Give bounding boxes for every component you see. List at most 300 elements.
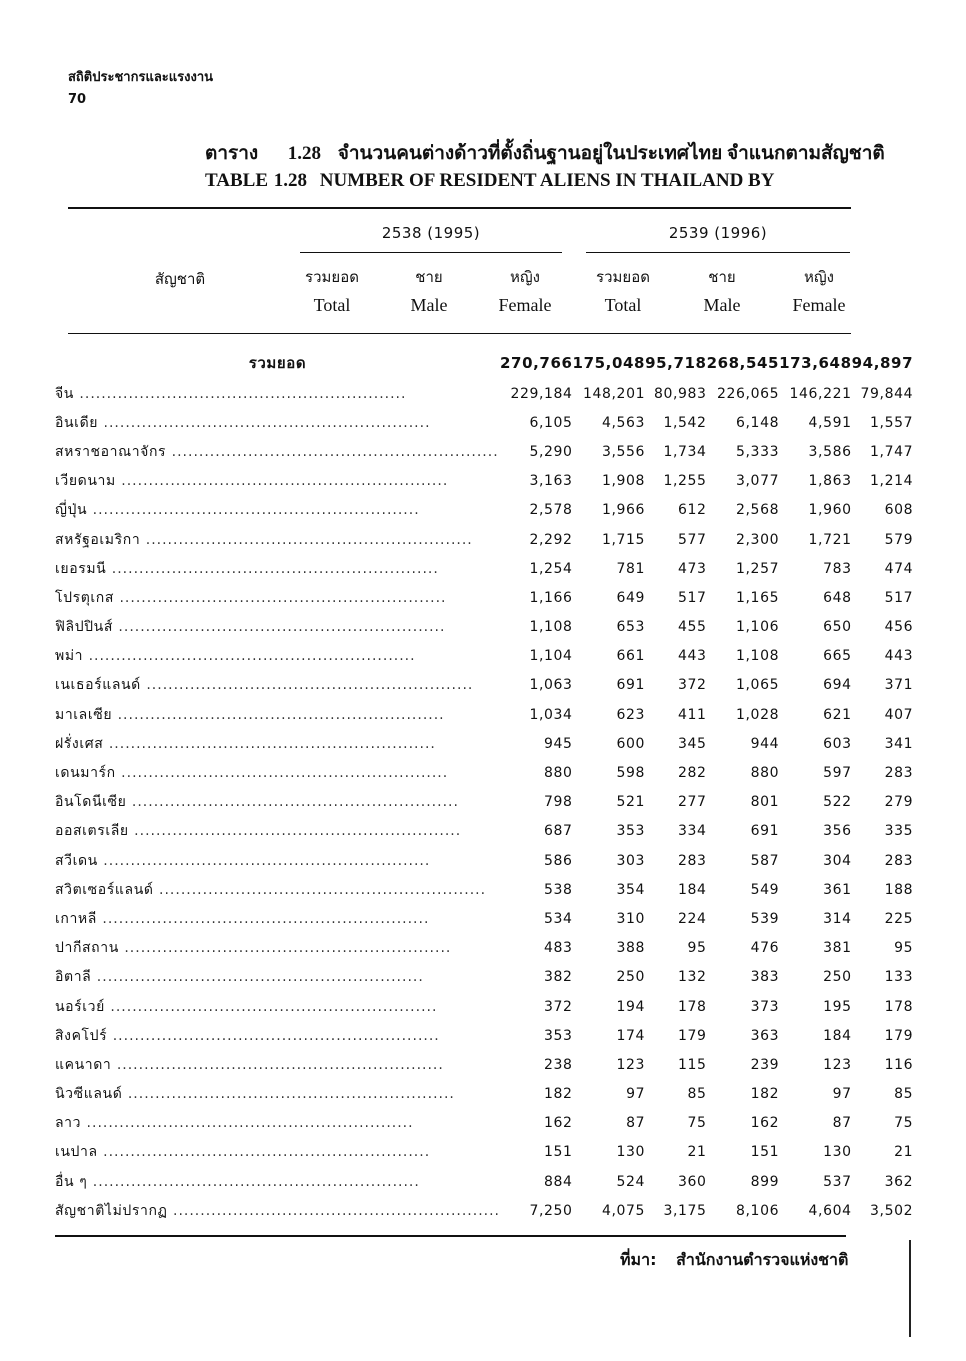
value-cell: 80,983 — [653, 385, 707, 402]
col-header-th: หญิง — [804, 268, 834, 286]
nationality-cell — [55, 583, 500, 612]
value-cell: 85 — [894, 1086, 914, 1103]
leader-dots: ............................................................ — [112, 619, 446, 636]
value-cell: 381 — [823, 940, 852, 957]
value-cell: 146,221 — [789, 385, 852, 402]
value-cell: 1,254 — [529, 560, 573, 577]
value-cell: 524 — [616, 1173, 646, 1190]
value-cell: 539 — [750, 910, 780, 927]
value-cell: 178 — [678, 998, 707, 1015]
table-row — [55, 846, 913, 875]
leader-dots: ............................................................ — [104, 998, 438, 1015]
leader-dots: ............................................................ — [167, 1202, 501, 1219]
leader-dots: ............................................................ — [153, 881, 487, 898]
value-cell: 382 — [544, 969, 573, 986]
value-cell: 372 — [544, 998, 573, 1015]
col-header-en: Male — [703, 295, 741, 315]
margin-line — [909, 1240, 911, 1337]
value-cell: 1,028 — [736, 706, 780, 723]
nationality-cell — [55, 1109, 500, 1138]
value-cell: 1,106 — [736, 619, 780, 636]
source-note — [620, 1248, 848, 1273]
value-cell: 691 — [616, 677, 646, 694]
value-cell: 1,255 — [663, 473, 707, 490]
table-row — [55, 437, 913, 466]
leader-dots: ............................................................ — [91, 969, 424, 986]
nationality-cell — [55, 642, 500, 671]
leader-dots: ............................................................ — [97, 1144, 431, 1161]
total-row — [55, 347, 913, 379]
value-cell: 79,844 — [860, 385, 914, 402]
value-cell: 304 — [823, 852, 852, 869]
value-cell: 538 — [544, 881, 573, 898]
nationality-cell — [55, 1196, 500, 1225]
leader-dots: ............................................................ — [106, 560, 439, 577]
nationality-cell — [55, 1050, 500, 1079]
nationality-cell — [55, 1167, 500, 1196]
value-cell: 283 — [884, 852, 914, 869]
nationality-cell — [55, 437, 500, 466]
nationality-cell — [55, 729, 500, 758]
value-cell: 283 — [884, 765, 914, 782]
nationality-cell — [55, 554, 500, 583]
table-row — [55, 554, 913, 583]
value-cell: 1,165 — [736, 589, 780, 606]
value-cell: 880 — [750, 765, 780, 782]
value-cell: 1,960 — [808, 502, 852, 519]
value-cell: 1,715 — [601, 531, 646, 548]
value-cell: 649 — [616, 589, 646, 606]
aliens-table — [55, 347, 913, 1225]
table-bottom-rule — [55, 1235, 846, 1237]
table-row — [55, 963, 913, 992]
nationality-cell — [55, 613, 500, 642]
nationality-name: จีน — [55, 385, 74, 402]
title-thai-text: จำนวนคนต่างด้าวที่ตั้งถิ่นฐานอยู่ในประเทศไทย จำแนกตามสัญชาติ — [337, 143, 885, 164]
value-cell: 194 — [616, 998, 646, 1015]
value-cell: 184 — [678, 881, 707, 898]
nationality-name: เดนมาร์ก — [55, 765, 116, 782]
table-row — [55, 379, 913, 408]
title-thai-label: ตาราง — [205, 143, 259, 164]
leader-dots: ............................................................ — [96, 910, 430, 927]
value-cell: 356 — [823, 823, 852, 840]
year-header-1996: 2539 (1996) — [668, 224, 768, 242]
col-header-total-1996 — [580, 265, 666, 316]
col-header-en: Male — [410, 295, 448, 315]
value-cell: 188 — [884, 881, 914, 898]
value-cell: 130 — [616, 1144, 646, 1161]
value-cell: 3,586 — [808, 443, 852, 460]
col-header-th: ชาย — [708, 268, 736, 286]
value-cell: 123 — [823, 1056, 852, 1073]
value-cell: 537 — [823, 1173, 852, 1190]
value-cell: 130 — [823, 1144, 852, 1161]
nationality-name: ลาว — [55, 1115, 82, 1132]
col-header-en: Total — [604, 295, 642, 315]
table-row — [55, 1050, 913, 1079]
running-header: สถิติประชากรและแรงงาน — [68, 70, 214, 85]
value-cell: 95,718 — [645, 354, 707, 372]
table-row — [55, 729, 913, 758]
value-cell: 600 — [616, 735, 646, 752]
nationality-cell — [55, 1021, 500, 1050]
value-cell: 3,077 — [736, 473, 780, 490]
value-cell: 148,201 — [582, 385, 646, 402]
nationality-name: นอร์เวย์ — [55, 998, 105, 1015]
value-cell: 132 — [678, 969, 707, 986]
value-cell: 5,290 — [529, 443, 573, 460]
table-top-rule — [68, 207, 851, 209]
leader-dots: ............................................................ — [103, 735, 436, 752]
leader-dots: ............................................................ — [112, 706, 445, 723]
table-row — [55, 1080, 913, 1109]
value-cell: 87 — [832, 1115, 852, 1132]
header-bottom-rule — [68, 333, 851, 334]
value-cell: 1,863 — [808, 473, 852, 490]
col-header-th: ชาย — [415, 268, 443, 286]
value-cell: 694 — [823, 677, 852, 694]
value-cell: 279 — [884, 794, 914, 811]
table-row — [55, 642, 913, 671]
value-cell: 4,591 — [808, 414, 852, 431]
value-cell: 623 — [616, 706, 646, 723]
nationality-name: พม่า — [55, 648, 84, 665]
value-cell: 239 — [750, 1056, 780, 1073]
col-header-th: รวมยอด — [305, 268, 359, 286]
value-cell: 314 — [823, 910, 852, 927]
value-cell: 456 — [884, 619, 914, 636]
value-cell: 133 — [884, 969, 914, 986]
nationality-name: สหรัฐอเมริกา — [55, 531, 141, 548]
value-cell: 224 — [678, 910, 707, 927]
nationality-cell — [55, 963, 500, 992]
table-row — [55, 583, 913, 612]
value-cell: 184 — [823, 1027, 852, 1044]
value-cell: 250 — [616, 969, 646, 986]
value-cell: 2,578 — [529, 502, 573, 519]
value-cell: 1,557 — [870, 414, 914, 431]
value-cell: 363 — [750, 1027, 780, 1044]
value-cell: 303 — [616, 852, 646, 869]
value-cell: 6,148 — [736, 414, 780, 431]
value-cell: 650 — [823, 619, 852, 636]
nationality-cell — [55, 904, 500, 933]
value-cell: 250 — [823, 969, 852, 986]
table-body — [55, 347, 913, 1225]
value-cell: 95 — [894, 940, 914, 957]
value-cell: 21 — [687, 1144, 707, 1161]
value-cell: 1,166 — [529, 589, 573, 606]
nationality-cell — [55, 934, 500, 963]
nationality-name: เนเธอร์แลนด์ — [55, 677, 141, 694]
table-row — [55, 758, 913, 787]
title-number-en: 1.28 — [273, 170, 307, 191]
nationality-name: อื่น ๆ — [55, 1173, 88, 1190]
value-cell: 175,048 — [572, 354, 646, 372]
value-cell: 345 — [678, 735, 707, 752]
value-cell: 173,648 — [779, 354, 852, 372]
value-cell: 1,214 — [870, 473, 914, 490]
table-row — [55, 1196, 913, 1225]
value-cell: 1,034 — [529, 706, 573, 723]
year-header-1995: 2538 (1995) — [381, 224, 481, 242]
value-cell: 443 — [678, 648, 707, 665]
value-cell: 85 — [687, 1086, 707, 1103]
table-title-english — [205, 170, 774, 192]
value-cell: 1,257 — [736, 560, 780, 577]
value-cell: 268,545 — [706, 354, 780, 372]
value-cell: 603 — [823, 735, 852, 752]
value-cell: 648 — [823, 589, 852, 606]
nationality-cell — [55, 875, 500, 904]
table-row — [55, 934, 913, 963]
nationality-name: ฝรั่งเศส — [55, 735, 104, 752]
value-cell: 283 — [678, 852, 707, 869]
leader-dots: ............................................................ — [107, 1027, 440, 1044]
value-cell: 411 — [678, 706, 707, 723]
value-cell: 1,721 — [808, 531, 852, 548]
value-cell: 880 — [544, 765, 573, 782]
nationality-name: สหราชอาณาจักร — [55, 443, 167, 460]
leader-dots: ............................................................ — [73, 385, 407, 402]
value-cell: 225 — [884, 910, 914, 927]
value-cell: 115 — [678, 1056, 707, 1073]
table-row — [55, 875, 913, 904]
value-cell: 123 — [616, 1056, 646, 1073]
table-row — [55, 613, 913, 642]
value-cell: 884 — [544, 1173, 573, 1190]
value-cell: 310 — [616, 910, 646, 927]
col-header-female-1995 — [482, 265, 568, 316]
value-cell: 75 — [894, 1115, 914, 1132]
value-cell: 388 — [616, 940, 646, 957]
nationality-name: ญี่ปุ่น — [55, 502, 88, 519]
value-cell: 521 — [616, 794, 646, 811]
value-cell: 1,908 — [601, 473, 646, 490]
nationality-name: อินโดนีเซีย — [55, 794, 127, 811]
nationality-cell — [55, 1138, 500, 1167]
nationality-name: ออสเตรเลีย — [55, 823, 129, 840]
value-cell: 455 — [678, 619, 707, 636]
value-cell: 476 — [750, 940, 780, 957]
nationality-name: เกาหลี — [55, 910, 97, 927]
value-cell: 534 — [544, 910, 573, 927]
value-cell: 371 — [884, 677, 914, 694]
value-cell: 1,542 — [663, 414, 707, 431]
value-cell: 3,163 — [529, 473, 573, 490]
nationality-cell — [55, 467, 500, 496]
value-cell: 3,502 — [870, 1202, 914, 1219]
nationality-name: ปากีสถาน — [55, 940, 119, 957]
leader-dots: ............................................................ — [118, 940, 452, 957]
value-cell: 407 — [884, 706, 914, 723]
value-cell: 483 — [544, 940, 573, 957]
table-row — [55, 525, 913, 554]
value-cell: 608 — [884, 502, 914, 519]
table-row — [55, 467, 913, 496]
value-cell: 1,747 — [870, 443, 914, 460]
value-cell: 4,075 — [601, 1202, 646, 1219]
value-cell: 383 — [750, 969, 780, 986]
table-row — [55, 788, 913, 817]
value-cell: 87 — [626, 1115, 646, 1132]
col-header-en: Female — [792, 295, 846, 315]
page-number: 70 — [68, 92, 87, 107]
title-en-label: TABLE — [205, 170, 269, 191]
year-rule-1995 — [300, 252, 562, 253]
value-cell: 2,292 — [529, 531, 573, 548]
value-cell: 517 — [678, 589, 707, 606]
value-cell: 94,897 — [851, 354, 914, 372]
nationality-cell — [55, 347, 500, 379]
value-cell: 944 — [750, 735, 780, 752]
value-cell: 783 — [823, 560, 852, 577]
nationality-name: สวีเดน — [55, 852, 98, 869]
nationality-cell — [55, 817, 500, 846]
nationality-cell — [55, 846, 500, 875]
value-cell: 97 — [832, 1086, 852, 1103]
value-cell: 8,106 — [736, 1202, 780, 1219]
value-cell: 341 — [884, 735, 914, 752]
value-cell: 798 — [544, 794, 573, 811]
value-cell: 621 — [823, 706, 852, 723]
value-cell: 549 — [750, 881, 780, 898]
table-row — [55, 700, 913, 729]
nationality-name: อิตาลี — [55, 969, 92, 986]
value-cell: 1,966 — [601, 502, 646, 519]
leader-dots: ............................................................ — [166, 443, 499, 460]
value-cell: 3,556 — [601, 443, 646, 460]
nationality-name: โปรตุเกส — [55, 589, 115, 606]
value-cell: 687 — [544, 823, 573, 840]
nationality-name: รวมยอด — [248, 354, 307, 372]
nationality-cell — [55, 758, 500, 787]
leader-dots: ............................................................ — [97, 852, 431, 869]
value-cell: 579 — [884, 531, 914, 548]
source-text: สำนักงานตำรวจแห่งชาติ — [676, 1250, 849, 1269]
value-cell: 801 — [750, 794, 780, 811]
nationality-name: แคนาดา — [55, 1056, 112, 1073]
col-header-male-1995 — [387, 265, 471, 316]
value-cell: 781 — [616, 560, 646, 577]
col-header-en: Total — [313, 295, 351, 315]
nationality-name: สัญชาติไม่ปรากฏ — [55, 1202, 168, 1219]
nationality-name: นิวซีแลนด์ — [55, 1086, 123, 1103]
value-cell: 151 — [750, 1144, 780, 1161]
value-cell: 1,063 — [529, 677, 573, 694]
table-row — [55, 1021, 913, 1050]
nationality-cell — [55, 408, 500, 437]
nationality-cell — [55, 671, 500, 700]
leader-dots: ............................................................ — [111, 1056, 444, 1073]
value-cell: 665 — [823, 648, 852, 665]
value-cell: 162 — [544, 1115, 573, 1132]
value-cell: 353 — [544, 1027, 573, 1044]
value-cell: 577 — [678, 531, 707, 548]
value-cell: 182 — [750, 1086, 780, 1103]
table-row — [55, 817, 913, 846]
value-cell: 21 — [894, 1144, 914, 1161]
value-cell: 373 — [750, 998, 780, 1015]
value-cell: 361 — [823, 881, 852, 898]
col-header-total-1995 — [290, 265, 374, 316]
year-rule-1996 — [586, 252, 850, 253]
table-row — [55, 904, 913, 933]
leader-dots: ............................................................ — [126, 794, 459, 811]
value-cell: 1,108 — [529, 619, 573, 636]
value-cell: 229,184 — [510, 385, 573, 402]
col-header-th: รวมยอด — [596, 268, 650, 286]
value-cell: 1,108 — [736, 648, 780, 665]
value-cell: 116 — [884, 1056, 914, 1073]
value-cell: 97 — [626, 1086, 646, 1103]
value-cell: 179 — [884, 1027, 914, 1044]
value-cell: 195 — [823, 998, 852, 1015]
title-en-text: NUMBER OF RESIDENT ALIENS IN THAILAND BY — [319, 170, 775, 191]
nationality-cell — [55, 1080, 500, 1109]
nationality-name: อินเดีย — [55, 414, 99, 431]
value-cell: 5,333 — [736, 443, 780, 460]
value-cell: 586 — [544, 852, 573, 869]
value-cell: 360 — [678, 1173, 707, 1190]
value-cell: 151 — [544, 1144, 573, 1161]
value-cell: 162 — [750, 1115, 780, 1132]
value-cell: 661 — [616, 648, 646, 665]
nationality-name: สวิตเซอร์แลนด์ — [55, 881, 154, 898]
leader-dots: ............................................................ — [140, 531, 473, 548]
leader-dots: ............................................................ — [83, 648, 416, 665]
value-cell: 653 — [616, 619, 646, 636]
value-cell: 282 — [678, 765, 707, 782]
value-cell: 443 — [884, 648, 914, 665]
nationality-name: เยอรมนี — [55, 560, 107, 577]
value-cell: 1,734 — [663, 443, 707, 460]
value-cell: 182 — [544, 1086, 573, 1103]
table-row — [55, 496, 913, 525]
nationality-cell — [55, 496, 500, 525]
nationality-cell — [55, 992, 500, 1021]
value-cell: 517 — [884, 589, 914, 606]
nationality-cell — [55, 525, 500, 554]
value-cell: 226,065 — [717, 385, 780, 402]
value-cell: 945 — [544, 735, 573, 752]
value-cell: 75 — [687, 1115, 707, 1132]
value-cell: 4,604 — [808, 1202, 852, 1219]
leader-dots: ............................................................ — [115, 765, 449, 782]
value-cell: 587 — [750, 852, 780, 869]
value-cell: 277 — [678, 794, 707, 811]
value-cell: 598 — [616, 765, 646, 782]
leader-dots: ............................................................ — [87, 502, 420, 519]
source-label: ที่มา: — [620, 1250, 657, 1269]
value-cell: 95 — [687, 940, 707, 957]
value-cell: 334 — [678, 823, 707, 840]
value-cell: 474 — [884, 560, 914, 577]
value-cell: 270,766 — [500, 354, 573, 372]
value-cell: 335 — [884, 823, 914, 840]
nationality-name: สิงคโปร์ — [55, 1027, 108, 1044]
value-cell: 612 — [678, 502, 707, 519]
value-cell: 2,300 — [736, 531, 780, 548]
col-header-male-1996 — [680, 265, 764, 316]
value-cell: 174 — [616, 1027, 646, 1044]
value-cell: 473 — [678, 560, 707, 577]
col-header-en: Female — [498, 295, 552, 315]
nationality-cell — [55, 379, 500, 408]
table-row — [55, 1109, 913, 1138]
col-header-th: หญิง — [510, 268, 540, 286]
